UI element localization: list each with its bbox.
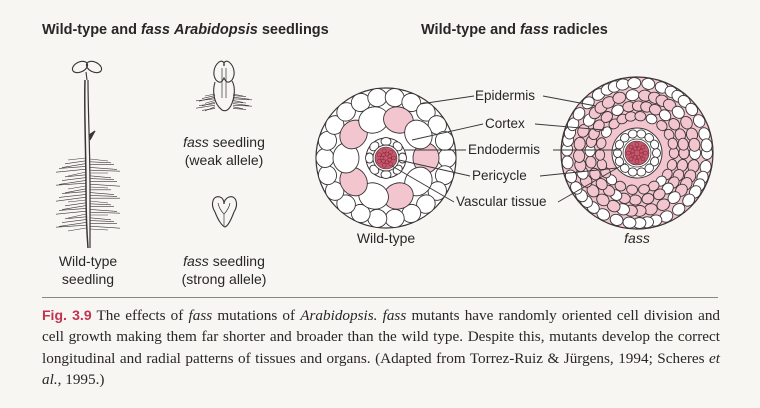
wild-type-radicle-drawing	[316, 87, 456, 228]
tissue-label-vascular-tissue: Vascular tissue	[456, 194, 547, 209]
tissue-label-pericycle: Pericycle	[472, 168, 527, 183]
fass-weak-seedling-drawing	[196, 61, 252, 111]
fass-weak-seedling-label: fass seedling (weak allele)	[183, 134, 265, 168]
fass-strong-seedling-label: fass seedling (strong allele)	[181, 253, 267, 287]
wild-type-seedling-drawing	[56, 59, 120, 248]
figure-caption: Fig. 3.9 The effects of fass mutations of Arabidopsis. fass mutants have randomly oriented cell division and cell growth making them far shorter and broader than the wild type. Despite this, mutants develop the correct longitudinal and radial patterns of tissues and organs. (Adapted from Torrez-Ruiz & Jürgens, 1994; Scheres et al., 1995.)	[42, 307, 721, 388]
tissue-label-endodermis: Endodermis	[468, 142, 541, 157]
tissue-label-cortex: Cortex	[485, 116, 525, 131]
right-panel-heading: Wild-type and fass radicles	[421, 22, 608, 38]
fass-radicle-label: fass	[624, 230, 650, 246]
fass-radicle-drawing	[561, 77, 713, 229]
fass-strong-seedling-drawing	[213, 197, 237, 227]
wild-type-seedling-label: Wild-type seedling	[58, 253, 118, 287]
figure-number: Fig. 3.9	[42, 307, 92, 323]
caption-divider	[42, 297, 718, 298]
wild-type-radicle-label: Wild-type	[356, 230, 416, 246]
tissue-label-epidermis: Epidermis	[475, 88, 536, 103]
left-panel-heading: Wild-type and fass Arabidopsis seedlings	[42, 22, 329, 38]
